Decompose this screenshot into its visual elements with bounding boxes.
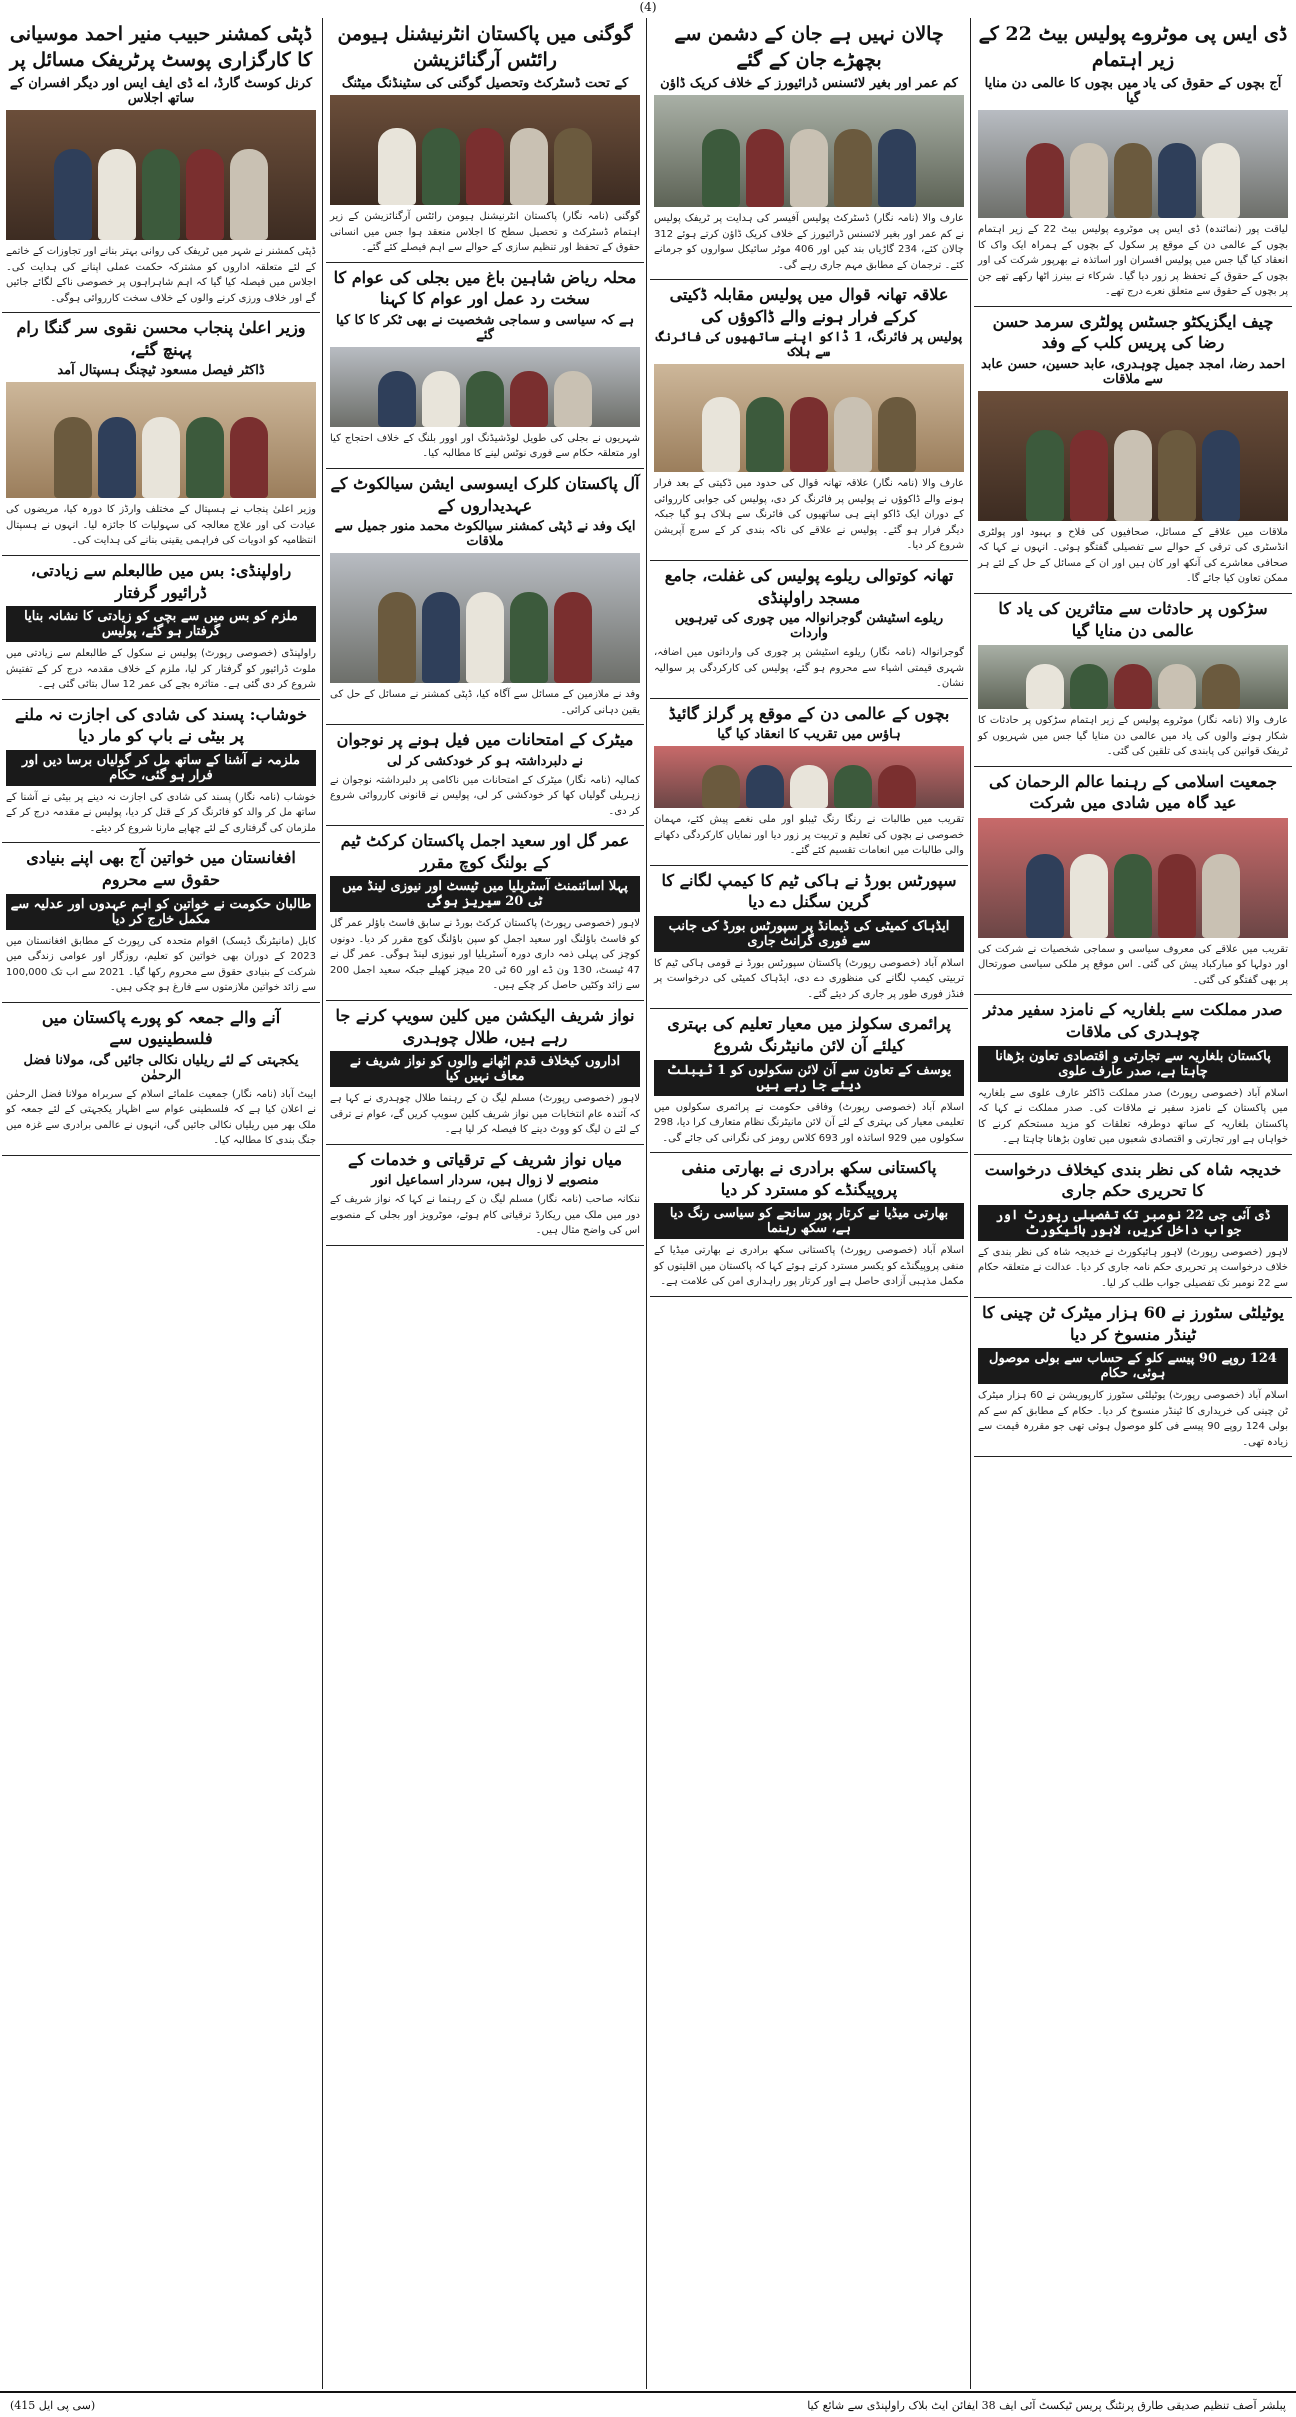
story-body: عارف والا (نامہ نگار) علاقہ تھانہ قوال کی حدود میں ڈکیتی کے بعد فرار ہونے والے ڈاکوؤں نے پولیس پر فائرنگ کر دی، پولیس کی جوابی کارروائی کے دوران ایک ڈاکو اپنے ہی ساتھیوں کی فائرنگ سے ہلاک ہو گیا جبکہ دیگر فرار ہو گئے۔ پولیس نے علاقے کی ناکہ بندی کر کے سرچ آپریشن شروع کر دیا۔: [654, 478, 964, 552]
person-figure: [554, 592, 592, 683]
story-body: لاہور (خصوصی رپورٹ) مسلم لیگ ن کے رہنما طلال چوہدری نے کہا ہے کہ آئندہ عام انتخابات میں نواز شریف کلین سویپ کریں گے، عوام نے ترقی کے لئے ن لیگ کو ووٹ دینے کا فیصلہ کر لیا ہے۔: [330, 1093, 640, 1136]
story-body: ایبٹ آباد (نامہ نگار) جمعیت علمائے اسلام کے سربراہ مولانا فضل الرحمٰن نے اعلان کیا ہے کہ فلسطینی عوام سے اظہار یکجہتی کے لئے جمعہ کو ملک بھر میں ریلیاں نکالی جائیں گی، انہوں نے عالمی برادری سے غزہ میں جنگ بندی کا مطالبہ کیا۔: [6, 1088, 316, 1147]
person-figure: [186, 149, 224, 240]
person-figure: [378, 128, 416, 205]
story-subheadline: پولیس پر فائرنگ، 1 ڈاکو اپنے ساتھیوں کی فائرنگ سے ہلاک: [655, 330, 963, 361]
news-story: [2, 313, 320, 556]
news-story: [326, 1145, 644, 1246]
person-figure: [878, 397, 916, 473]
person-figure: [1070, 143, 1108, 219]
page-number: (4): [639, 0, 657, 14]
person-figure: [1070, 854, 1108, 938]
person-figure: [702, 765, 740, 808]
news-story: [2, 1003, 320, 1156]
person-figure: [54, 417, 92, 498]
story-strapline: پہلا اسائنمنٹ آسٹریلیا میں ٹیسٹ اور نیوزی لینڈ میں ٹی 20 سیریز ہوگی: [330, 876, 640, 912]
news-story: [326, 263, 644, 469]
person-figure: [466, 128, 504, 205]
person-figure: [98, 149, 136, 240]
story-subheadline: یکجہتی کے لئے ریلیاں نکالی جائیں گی، مولانا فضل الرحمٰن: [23, 1052, 299, 1083]
column-divider: [970, 18, 971, 2389]
story-headline: راولپنڈی: بس میں طالبعلم سے زیادتی، ڈرائیور گرفتار: [30, 560, 292, 602]
person-figure: [1114, 664, 1152, 709]
person-figure: [510, 592, 548, 683]
story-subheadline: نے دلبرداشتہ ہو کر خودکشی کر لی: [386, 753, 584, 769]
person-figure: [142, 149, 180, 240]
story-headline: آل پاکستان کلرک ایسوسی ایشن سیالکوٹ کے عہدیداروں کے: [330, 473, 640, 515]
news-story: [326, 469, 644, 725]
person-figure: [1026, 854, 1064, 938]
person-figure: [1026, 664, 1064, 709]
story-body: عارف والا (نامہ نگار) موٹروے پولیس کے زیر اہتمام سڑکوں پر حادثات کا شکار ہونے والوں کی یاد میں عالمی دن منایا گیا جس میں شہریوں کو ٹریفک قوانین کی پابندی کی تلقین کی گئی۔: [978, 715, 1288, 758]
story-headline: بچوں کے عالمی دن کے موقع پر گرلز گائیڈ: [668, 703, 950, 723]
person-figure: [1202, 143, 1240, 219]
story-strapline: ایڈہاک کمیٹی کی ڈیمانڈ پر سپورٹس بورڈ کی جانب سے فوری گرانٹ جاری: [654, 916, 964, 952]
news-photo: [330, 347, 640, 427]
news-story: [650, 18, 968, 280]
story-strapline: پاکستان بلغاریہ سے تجارتی و اقتصادی تعاون بڑھانا چاہتا ہے، صدر عارف علوی: [978, 1046, 1288, 1082]
story-headline: میاں نواز شریف کے ترقیاتی و خدمات کے: [347, 1149, 623, 1169]
news-photo: [330, 95, 640, 205]
story-subheadline: ڈاکٹر فیصل مسعود ٹیچنگ ہسپتال آمد: [57, 363, 265, 379]
story-body: تقریب میں طالبات نے رنگا رنگ ٹیبلو اور ملی نغمے پیش کئے، مہمان خصوصی نے بچوں کی تعلیم و تربیت پر زور دیا اور نمایاں کارکردگی دکھانے والی طالبات میں انعامات تقسیم کئے گئے۔: [654, 814, 964, 857]
person-figure: [1026, 430, 1064, 521]
story-body: شہریوں نے بجلی کی طویل لوڈشیڈنگ اور اوور بلنگ کے خلاف احتجاج کیا اور متعلقہ حکام سے فوری نوٹس لینے کا مطالبہ کیا۔: [330, 432, 640, 460]
person-figure: [746, 765, 784, 808]
person-figure: [1202, 430, 1240, 521]
story-body: تقریب میں علاقے کی معروف سیاسی و سماجی شخصیات نے شرکت کی اور دولہا کو مبارکباد پیش کی گئی۔ اس موقع پر ملکی سیاسی صورتحال پر بھی گفتگو کی گئی۔: [978, 943, 1288, 986]
person-figure: [1158, 430, 1196, 521]
person-figure: [1202, 854, 1240, 938]
story-subheadline: کرنل کوسٹ گارڈ، اے ڈی ایف ایس اور دیگر افسران کے ساتھ اجلاس: [9, 76, 313, 107]
story-body: اسلام آباد (خصوصی رپورٹ) صدر مملکت ڈاکٹر عارف علوی سے بلغاریہ میں پاکستان کے نامزد سفیر نے ملاقات کی۔ صدر مملکت نے کہا کہ پاکستان بلغاریہ کے ساتھ دوطرفہ تعلقات کو مزید مستحکم کرنے کا خواہاں ہے اور تجارتی و اقتصادی شعبوں میں تعاون بڑھانا چاہتا ہے۔: [978, 1087, 1288, 1146]
news-story: [2, 843, 320, 1002]
news-story: [326, 1001, 644, 1145]
person-figure: [186, 417, 224, 498]
person-figure: [1070, 664, 1108, 709]
newspaper-column-3: [326, 18, 644, 2389]
news-story: [2, 556, 320, 700]
news-story: [650, 866, 968, 1010]
story-headline: عمر گل اور سعید اجمل پاکستان کرکٹ ٹیم کے بولنگ کوچ مقرر: [340, 831, 630, 872]
story-subheadline: منصوبے لا زوال ہیں، سردار اسماعیل انور: [371, 1173, 599, 1189]
story-body: لیاقت پور (نمائندہ) ڈی ایس پی موٹروے پولیس بیٹ 22 کے زیر اہتمام بچوں کے عالمی دن کے موقع پر سکول کے بچوں کے ہمراہ ایک واک کا انعقاد کیا گیا جس میں پولیس افسران اور اساتذہ نے بھرپور شرکت کی اور بچوں کے حقوق کے تحفظ پر زور دیا گیا۔ شرکاء نے بینرز اٹھا رکھے تھے جن پر بچوں کے حقوق سے متعلق نعرے درج تھے۔: [978, 224, 1288, 298]
person-figure: [790, 397, 828, 473]
person-figure: [790, 765, 828, 808]
story-subheadline: کے تحت ڈسٹرکٹ وتحصیل گوگنی کی سٹینڈنگ میٹنگ: [341, 76, 629, 92]
news-story: [974, 767, 1292, 996]
news-story: [650, 1153, 968, 1297]
news-photo: [654, 364, 964, 472]
story-subheadline: احمد رضا، امجد جمیل چوہدری، عابد حسین، حسن عابد سے ملاقات: [980, 356, 1286, 387]
page-footer: [0, 2391, 1296, 2417]
story-body: گوگنی (نامہ نگار) پاکستان انٹرنیشنل ہیومن رائٹس آرگنائزیشن کے زیر اہتمام ڈسٹرکٹ و تحصیل سطح کا اجلاس منعقد ہوا جس میں انسانی حقوق کے تحفظ اور تنظیم سازی کے حوالے سے اہم فیصلے کئے گئے۔: [330, 211, 640, 254]
news-photo: [6, 382, 316, 498]
newspaper-column-4: [2, 18, 320, 2389]
news-story: [974, 18, 1292, 307]
news-story: [974, 995, 1292, 1154]
story-headline: آنے والے جمعہ کو پورے پاکستان میں فلسطینیوں سے: [41, 1007, 281, 1049]
person-figure: [422, 128, 460, 205]
story-headline: پاکستانی سکھ برادری نے بھارتی منفی پروپیگنڈے کو مسترد کر دیا: [681, 1158, 937, 1199]
person-figure: [1158, 143, 1196, 219]
person-figure: [378, 592, 416, 683]
person-figure: [422, 371, 460, 427]
person-figure: [878, 129, 916, 207]
story-headline: نواز شریف الیکشن میں کلین سویپ کرنے جا رہے ہیں، طلال چوہدری: [335, 1005, 635, 1047]
story-headline: میٹرک کے امتحانات میں فیل ہونے پر نوجوان: [336, 730, 634, 750]
news-photo: [978, 110, 1288, 218]
story-body: وزیر اعلیٰ پنجاب نے ہسپتال کے مختلف وارڈز کا دورہ کیا، مریضوں کی عیادت کی اور علاج معالجہ کی سہولیات کا جائزہ لیا۔ انہوں نے ہسپتال انتظامیہ کو ادویات کی فراہمی یقینی بنانے کی ہدایت کی۔: [6, 504, 316, 547]
story-subheadline: ہاؤس میں تقریب کا انعقاد کیا گیا: [717, 727, 901, 743]
news-story: [974, 1155, 1292, 1299]
person-figure: [746, 397, 784, 473]
story-body: لاہور (خصوصی رپورٹ) لاہور ہائیکورٹ نے خدیجہ شاہ کی نظر بندی کے خلاف درخواست پر تحریری حکم نامہ جاری کر دیا۔ عدالت نے متعلقہ حکام سے 22 نومبر تک تفصیلی جواب طلب کر لیا۔: [978, 1246, 1288, 1289]
story-body: خوشاب (نامہ نگار) پسند کی شادی کی اجازت نہ دینے پر بیٹی نے آشنا کے ساتھ مل کر والد کو فائرنگ کر کے قتل کر دیا، پولیس نے مقدمہ درج کر کے ملزمان کی گرفتاری کے لئے چھاپے مارنا شروع کر دیئے۔: [6, 791, 316, 834]
story-body: اسلام آباد (خصوصی رپورٹ) پاکستان سپورٹس بورڈ نے قومی ہاکی ٹیم کا تربیتی کیمپ لگانے کی منظوری دے دی، ایڈہاک کمیٹی کی درخواست پر فنڈز فوری طور پر جاری کر دیئے گئے۔: [654, 957, 964, 1000]
story-strapline: یوسف کے تعاون سے آن لائن سکولوں کو 1 ٹیبلٹ دیئے جا رہے ہیں: [654, 1060, 964, 1096]
story-body: ننکانہ صاحب (نامہ نگار) مسلم لیگ ن کے رہنما نے کہا کہ نواز شریف کے دور میں ملک میں ریکارڈ ترقیاتی کام ہوئے، موٹرویز اور بجلی کے منصوبے اس کی واضح مثال ہیں۔: [330, 1194, 640, 1237]
story-headline: خدیجہ شاہ کی نظر بندی کیخلاف درخواست کا تحریری حکم جاری: [984, 1159, 1282, 1201]
story-headline: صدر مملکت سے بلغاریہ کے نامزد سفیر مدثر چوہدری کی ملاقات: [983, 1000, 1283, 1041]
column-divider: [322, 18, 323, 2389]
story-body: ملاقات میں علاقے کے مسائل، صحافیوں کی فلاح و بہبود اور پولٹری انڈسٹری کی ترقی کے حوالے سے تفصیلی گفتگو ہوئی۔ انہوں نے کہا کہ صحافی معاشرے کی آنکھ اور کان ہیں اور ان کے مسائل کے حل کے لئے ہر ممکن تعاون کیا جائے گا۔: [978, 526, 1288, 585]
story-strapline: 124 روپے 90 پیسے کلو کے حساب سے بولی موصول ہوئی، حکام: [978, 1348, 1288, 1384]
person-figure: [142, 417, 180, 498]
person-figure: [422, 592, 460, 683]
story-body: اسلام آباد (خصوصی رپورٹ) یوٹیلٹی سٹورز کارپوریشن نے 60 ہزار میٹرک ٹن چینی کی خریداری کا ٹینڈر منسوخ کر دیا۔ حکام کے مطابق کم سے کم بولی 124 روپے 90 پیسے فی کلو موصول ہوئی تھی جو مقررہ قیمت سے زیادہ تھی۔: [978, 1390, 1289, 1448]
news-story: [974, 307, 1292, 594]
story-body: عارف والا (نامہ نگار) ڈسٹرکٹ پولیس آفیسر کی ہدایت پر ٹریفک پولیس نے کم عمر اور بغیر لائسنس ڈرائیورز کے خلاف کریک ڈاؤن کرتے ہوئے 312 چالان کئے، 234 گاڑیاں بند کیں اور 406 موٹر سائیکل سواروں کو جرمانے کئے۔ ترجمان کے مطابق مہم جاری رہے گی۔: [654, 213, 964, 271]
story-headline: تھانہ کوتوالی ریلوے پولیس کی غفلت، جامع مسجد راولپنڈی: [664, 565, 954, 607]
story-headline: سڑکوں پر حادثات سے متاثرین کی یاد کا عالمی دن منایا گیا: [998, 598, 1268, 640]
news-story: [650, 280, 968, 561]
person-figure: [746, 129, 784, 207]
story-headline: خوشاب: پسند کی شادی کی اجازت نہ ملنے پر بیٹی نے باپ کو مار دیا: [14, 704, 308, 746]
publisher-line: پبلشر آصف تنظیم صدیقی طارق پرنٹنگ پریس ٹیکسٹ آئی ایف 38 ایفائن ایٹ بلاک راولپنڈی سے شائع کیا: [807, 2398, 1286, 2412]
person-figure: [98, 417, 136, 498]
story-subheadline: ہے کہ سیاسی و سماجی شخصیت نے بھی ٹکر کا کا کیا گئے: [335, 312, 635, 343]
story-body: لاہور (خصوصی رپورٹ) پاکستان کرکٹ بورڈ نے سابق فاسٹ باؤلر عمر گل کو فاسٹ باؤلنگ اور سعید اجمل کو سپن باؤلنگ کوچ مقرر کر دیا۔ دونوں کوچز کی پہلی ذمہ داری دورہ آسٹریلیا اور نیوزی لینڈ ہوگی۔ عمر گل نے 47 ٹیسٹ، 130 ون ڈے اور 60 ٹی 20 میچز کھیلے جبکہ سعید اجمل 200 سے زائد وکٹیں حاصل کر چکے ہیں۔: [330, 918, 640, 992]
story-headline: چیف ایگزیکٹو جسٹس پولٹری سرمد حسن رضا کی پریس کلب کے وفد: [992, 311, 1274, 353]
story-headline: یوٹیلٹی سٹورز نے 60 ہزار میٹرک ٹن چینی کا ٹینڈر منسوخ کر دیا: [982, 1303, 1284, 1344]
story-subheadline: کم عمر اور بغیر لائسنس ڈرائیورز کے خلاف کریک ڈاؤن: [660, 76, 958, 92]
story-strapline: بھارتی میڈیا نے کرتار پور سانحے کو سیاسی رنگ دیا ہے، سکھ رہنما: [654, 1203, 964, 1239]
news-photo: [978, 645, 1288, 709]
person-figure: [1114, 430, 1152, 521]
news-story: [2, 18, 320, 313]
news-story: [650, 561, 968, 699]
news-photo: [978, 391, 1288, 521]
story-headline: ڈپٹی کمشنر حبیب منیر احمد موسیانی کا کارگزاری پوسٹ پرٹریفک مسائل پر: [9, 23, 313, 71]
news-photo: [978, 818, 1288, 938]
person-figure: [878, 765, 916, 808]
news-story: [326, 18, 644, 263]
person-figure: [554, 371, 592, 427]
person-figure: [1026, 143, 1064, 219]
person-figure: [1114, 854, 1152, 938]
story-headline: چالان نہیں ہے جان کے دشمن سے بچھڑے جان کے گئے: [674, 23, 944, 71]
story-headline: وزیر اعلیٰ پنجاب محسن نقوی سر گنگا رام پہنچ گئے،: [16, 318, 306, 359]
story-body: گوجرانوالہ (نامہ نگار) ریلوے اسٹیشن پر چوری کی وارداتوں میں اضافہ، شہری قیمتی اشیاء سے محروم ہو گئے، پولیس کی کارکردگی پر سوالیہ نشان۔: [654, 647, 964, 690]
story-body: کمالیہ (نامہ نگار) میٹرک کے امتحانات میں ناکامی پر دلبرداشتہ نوجوان نے زہریلی گولیاں کھا کر خودکشی کر لی، پولیس نے قانونی کارروائی شروع کر دی۔: [330, 774, 640, 817]
story-headline: محلہ ریاض شاہین باغ میں بجلی کی عوام کا سخت رد عمل اور عوام کا کہنا: [333, 267, 637, 309]
story-subheadline: آج بچوں کے حقوق کی یاد میں بچوں کا عالمی دن منایا گیا: [984, 76, 1282, 107]
person-figure: [510, 128, 548, 205]
person-figure: [1158, 854, 1196, 938]
story-headline: گوگنی میں پاکستان انٹرنیشنل ہیومن رائٹس آرگنائزیشن: [337, 23, 633, 71]
person-figure: [230, 417, 268, 498]
person-figure: [834, 765, 872, 808]
person-figure: [1114, 143, 1152, 219]
person-figure: [1202, 664, 1240, 709]
news-photo: [654, 746, 964, 808]
news-story: [974, 594, 1292, 767]
person-figure: [554, 128, 592, 205]
story-strapline: اداروں کیخلاف قدم اٹھانے والوں کو نواز شریف نے معاف نہیں کیا: [330, 1051, 640, 1087]
story-body: کابل (مانیٹرنگ ڈیسک) اقوام متحدہ کی رپورٹ کے مطابق افغانستان میں 2023 کے دوران بھی خواتین کو تعلیم، روزگار اور عوامی زندگی میں شرکت کے بنیادی حقوق سے محروم رکھا گیا۔ 2021 سے اب تک 100,000 سے زائد خواتین ملازمتوں سے فارغ ہو چکی ہیں۔: [6, 935, 316, 994]
person-figure: [54, 149, 92, 240]
person-figure: [378, 371, 416, 427]
person-figure: [510, 371, 548, 427]
story-body: ڈپٹی کمشنر نے شہر میں ٹریفک کی روانی بہتر بنانے اور تجاوزات کے خاتمے کے لئے متعلقہ اداروں کو مشترکہ حکمت عملی اپنانے کی ہدایت کی۔ اجلاس میں فیصلہ کیا گیا کہ اہم شاہراہوں پر خصوصی ناکے لگائے جائیں گے اور خلاف ورزی کرنے والوں کے خلاف سخت کارروائی ہوگی۔: [6, 246, 316, 304]
story-body: اسلام آباد (خصوصی رپورٹ) وفاقی حکومت نے پرائمری سکولوں میں تعلیمی معیار کی بہتری کے لئے آن لائن مانیٹرنگ نظام متعارف کرا دیا، 298 سکولوں میں 929 اساتذہ اور 693 کلاس رومز کی نگرانی کی جائے گی۔: [654, 1101, 964, 1144]
story-body: اسلام آباد (خصوصی رپورٹ) پاکستانی سکھ برادری نے بھارتی میڈیا کے منفی پروپیگنڈے کو یکسر مسترد کرتے ہوئے کہا کہ پاکستان میں اقلیتوں کو مکمل مذہبی آزادی حاصل ہے اور کرتار پور راہداری امن کی علامت ہے۔: [654, 1245, 964, 1288]
story-subheadline: ریلوے اسٹیشن گوجرانوالہ میں چوری کی تیرہویں واردات: [674, 611, 944, 642]
person-figure: [834, 129, 872, 207]
person-figure: [466, 592, 504, 683]
story-headline: پرائمری سکولز میں معیار تعلیم کی بہتری کیلئے آن لائن مانیٹرنگ شروع: [667, 1014, 951, 1056]
column-divider: [646, 18, 647, 2389]
person-figure: [702, 397, 740, 473]
story-headline: علاقہ تھانہ قوال میں پولیس مقابلہ ڈکیتی کرکے فرار ہونے والے ڈاکوؤں کی: [669, 285, 949, 326]
person-figure: [466, 371, 504, 427]
person-figure: [1158, 664, 1196, 709]
news-story: [326, 826, 644, 1001]
news-story: [2, 700, 320, 844]
person-figure: [790, 129, 828, 207]
person-figure: [702, 129, 740, 207]
news-photo: [654, 95, 964, 207]
story-strapline: ملزم کو بس میں سے بچی کو زیادتی کا نشانہ بنایا گرفتار ہو گئے، پولیس: [6, 606, 316, 642]
news-story: [974, 1298, 1292, 1457]
story-headline: افغانستان میں خواتین آج بھی اپنے بنیادی حقوق سے محروم: [26, 848, 296, 889]
story-body: راولپنڈی (خصوصی رپورٹ) پولیس نے سکول کے طالبعلم سے زیادتی میں ملوث ڈرائیور کو گرفتار کر لیا، ملزم کے خلاف مقدمہ درج کر کے تفتیش شروع کر دی گئی ہے۔ متاثرہ بچے کی عمر 12 سال بتائی گئی ہے۔: [6, 648, 316, 691]
newspaper-column-1: [974, 18, 1292, 2389]
story-subheadline: ایک وفد نے ڈپٹی کمشنر سیالکوٹ محمد منور جمیل سے ملاقات: [334, 519, 636, 550]
story-strapline: ڈی آئی جی 22 نومبر تک تفصیلی رپورٹ اور جواب داخل کریں، لاہور ہائیکورٹ: [978, 1205, 1288, 1241]
person-figure: [834, 397, 872, 473]
person-figure: [230, 149, 268, 240]
registration-number: (سی پی ایل 415): [10, 2398, 96, 2412]
news-photo: [6, 110, 316, 240]
newspaper-column-2: [650, 18, 968, 2389]
story-headline: سپورٹس بورڈ نے ہاکی ٹیم کا کیمپ لگانے کا گرین سگنل دے دیا: [661, 870, 957, 912]
story-headline: جمعیت اسلامی کے رہنما عالم الرحمان کی عید گاہ میں شادی میں شرکت: [989, 771, 1277, 813]
story-strapline: ملزمہ نے آشنا کے ساتھ مل کر گولیاں برسا دیں اور فرار ہو گئی، حکام: [6, 750, 316, 786]
news-story: [650, 699, 968, 866]
news-story: [326, 725, 644, 826]
news-photo: [330, 553, 640, 683]
news-story: [650, 1009, 968, 1153]
person-figure: [1070, 430, 1108, 521]
story-strapline: طالبان حکومت نے خواتین کو اہم عہدوں اور عدلیہ سے مکمل خارج کر دیا: [6, 894, 316, 930]
story-body: وفد نے ملازمین کے مسائل سے آگاہ کیا، ڈپٹی کمشنر نے مسائل کے حل کی یقین دہانی کرائی۔: [330, 689, 640, 716]
story-headline: ڈی ایس پی موٹروے پولیس بیٹ 22 کے زیر اہتمام: [978, 23, 1288, 71]
